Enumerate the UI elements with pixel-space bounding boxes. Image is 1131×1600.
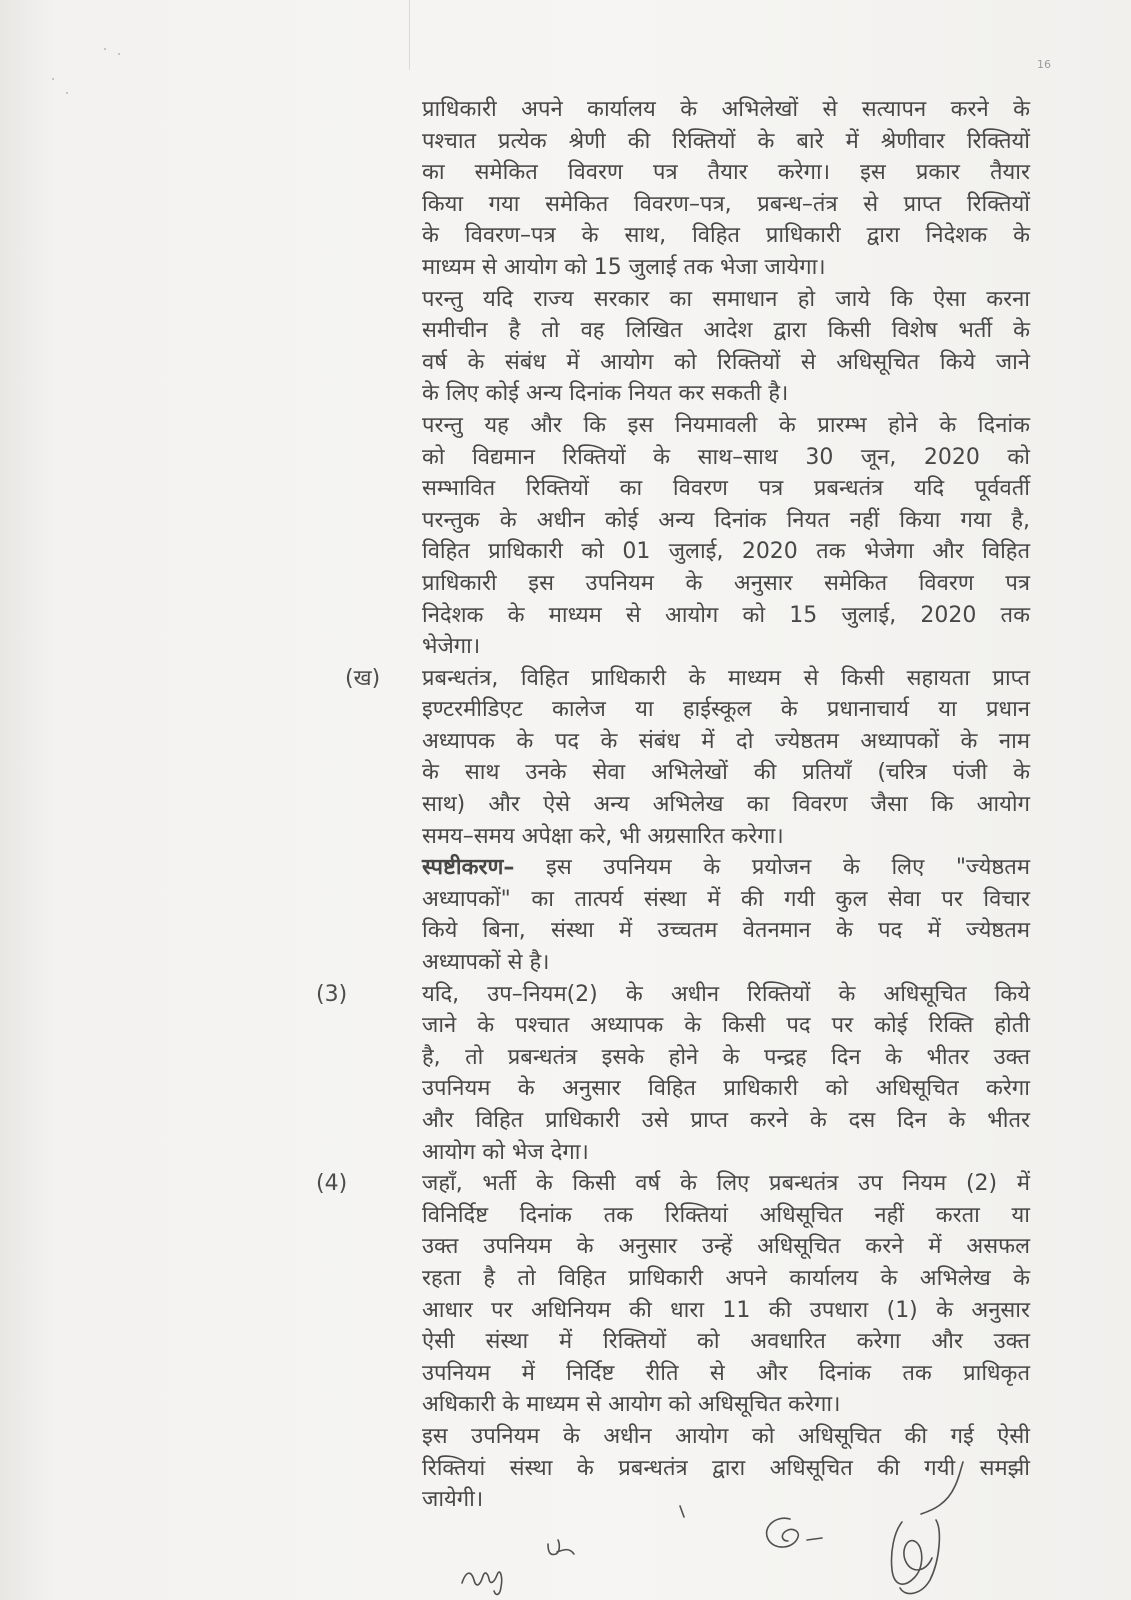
text-line: पश्चात प्रत्येक श्रेणी की रिक्तियों के बारे में श्रेणीवार रिक्तियों bbox=[422, 128, 1030, 154]
text-line: रहता है तो विहित प्राधिकारी अपने कार्यालय के अभिलेख के bbox=[422, 1265, 1030, 1291]
text-line: के साथ उनके सेवा अभिलेखों की प्रतियाँ (चरित्र पंजी के bbox=[422, 760, 1030, 786]
subrule-4-block bbox=[316, 1168, 1030, 1421]
clause-label: (ख) bbox=[345, 665, 381, 691]
text-line: ऐसी संस्था में रिक्तियों को अवधारित करेगा और उक्त bbox=[422, 1329, 1030, 1355]
scan-speck bbox=[104, 48, 106, 50]
text-line: आयोग को भेज देगा। bbox=[422, 1139, 589, 1165]
text-line: इण्टरमीडिएट कालेज या हाईस्कूल के प्रधानाचार्य या प्रधान bbox=[422, 697, 1030, 723]
text-line: है, तो प्रबन्धतंत्र इसके होने के पन्द्रह दिन के भीतर उक्त bbox=[422, 1044, 1030, 1070]
scan-fold-line bbox=[409, 0, 410, 70]
text-line: के लिए कोई अन्य दिनांक नियत कर सकती है। bbox=[422, 381, 789, 407]
text-line: अध्यापक के पद के संबंध में दो ज्येष्ठतम अध्यापकों के नाम bbox=[422, 728, 1030, 754]
text-line: प्रबन्धतंत्र, विहित प्राधिकारी के माध्यम से किसी सहायता प्राप्त bbox=[422, 665, 1030, 691]
text-line: समय–समय अपेक्षा करे, भी अग्रसारित करेगा। bbox=[422, 823, 784, 849]
text-line: आधार पर अधिनियम की धारा 11 की उपधारा (1) के अनुसार bbox=[422, 1297, 1030, 1323]
text-line: अधिकारी के माध्यम से आयोग को अधिसूचित करेगा। bbox=[422, 1392, 841, 1418]
text-line: परन्तु यह और कि इस नियमावली के प्रारम्भ होने के दिनांक bbox=[422, 412, 1030, 438]
text-line: जायेगी। bbox=[422, 1487, 484, 1513]
text-line: समीचीन है तो वह लिखित आदेश द्वारा किसी विशेष भर्ती के bbox=[422, 318, 1030, 344]
explanation-heading: स्पष्टीकरण– bbox=[422, 855, 515, 881]
text-line: उपनियम के अनुसार विहित प्राधिकारी को अधिसूचित करेगा bbox=[422, 1076, 1030, 1102]
signature-loop bbox=[767, 1518, 822, 1547]
scan-speck bbox=[118, 53, 120, 55]
subrule-3-block bbox=[316, 979, 1030, 1169]
explanation-block bbox=[422, 852, 1030, 978]
text-line: और विहित प्राधिकारी उसे प्राप्त करने के दस दिन के भीतर bbox=[422, 1108, 1030, 1133]
text-line: अध्यापकों" का तात्पर्य संस्था में की गयी कुल सेवा पर विचार bbox=[422, 886, 1030, 912]
clause-label: (4) bbox=[316, 1171, 348, 1197]
clause-kha-block bbox=[345, 663, 1030, 853]
text-line: इस उपनियम के अधीन आयोग को अधिसूचित की गई ऐसी bbox=[422, 1423, 1030, 1449]
text-line: जहाँ, भर्ती के किसी वर्ष के लिए प्रबन्धतंत्र उप नियम (2) में bbox=[422, 1171, 1030, 1197]
explanation-text: इस उपनियम के प्रयोजन के लिए "ज्येष्ठतम bbox=[546, 855, 1030, 881]
text-line: परन्तु यदि राज्य सरकार का समाधान हो जाये कि ऐसा करना bbox=[422, 286, 1030, 312]
proviso-second-block bbox=[422, 410, 1030, 663]
signature-initials-middle bbox=[548, 1540, 574, 1555]
text-line: सम्भावित रिक्तियों का विवरण पत्र प्रबन्धतंत्र यदि पूर्ववर्ती bbox=[422, 476, 1030, 502]
clause-label: (3) bbox=[316, 981, 348, 1007]
text-line: का समेकित विवरण पत्र तैयार करेगा। इस प्रकार तैयार bbox=[422, 160, 1030, 186]
text-line: विहित प्राधिकारी को 01 जुलाई, 2020 तक भेजेगा और विहित bbox=[422, 539, 1030, 565]
text-line: रिक्तियां संस्था के प्रबन्धतंत्र द्वारा अधिसूचित की गयी समझी bbox=[422, 1455, 1030, 1481]
text-line: जाने के पश्चात अध्यापक के किसी पद पर कोई रिक्ति होती bbox=[422, 1013, 1030, 1039]
text-line: विनिर्दिष्ट दिनांक तक रिक्तियां अधिसूचित नहीं करता या bbox=[422, 1202, 1030, 1228]
text-line: माध्यम से आयोग को 15 जुलाई तक भेजा जायेगा। bbox=[422, 254, 826, 280]
text-line: प्राधिकारी अपने कार्यालय के अभिलेखों से सत्यापन करने के bbox=[422, 97, 1030, 122]
page-number: 16 bbox=[1037, 58, 1051, 71]
paragraph-continued-block bbox=[422, 94, 1030, 284]
closing-paragraph-block bbox=[422, 1421, 1030, 1516]
text-line: उपनियम में निर्दिष्ट रीति से और दिनांक तक प्राधिकृत bbox=[422, 1360, 1030, 1386]
text-line: किया गया समेकित विवरण–पत्र, प्रबन्ध–तंत्र से प्राप्त रिक्तियों bbox=[422, 191, 1030, 217]
text-line: परन्तुक के अधीन कोई अन्य दिनांक नियत नहीं किया गया है, bbox=[422, 507, 1030, 533]
text-line: उक्त उपनियम के अनुसार उन्हें अधिसूचित करने में असफल bbox=[422, 1234, 1030, 1260]
text-line: को विद्यमान रिक्तियों के साथ–साथ 30 जून, 2020 को bbox=[422, 444, 1030, 470]
text-line: भेजेगा। bbox=[422, 634, 481, 660]
text-line: किये बिना, संस्था में उच्चतम वेतनमान के पद में ज्येष्ठतम bbox=[422, 918, 1030, 944]
text-line: साथ) और ऐसे अन्य अभिलेख का विवरण जैसा कि आयोग bbox=[422, 792, 1030, 818]
text-line: वर्ष के संबंध में आयोग को रिक्तियों से अधिसूचित किये जाने bbox=[422, 349, 1030, 375]
text-line: अध्यापकों से है। bbox=[422, 950, 550, 976]
text-line: निदेशक के माध्यम से आयोग को 15 जुलाई, 2020 तक bbox=[422, 602, 1030, 628]
text-line: प्राधिकारी इस उपनियम के अनुसार समेकित विवरण पत्र bbox=[422, 570, 1030, 596]
scan-speck bbox=[52, 78, 54, 80]
proviso-first-block bbox=[422, 284, 1030, 410]
text-line: यदि, उप–नियम(2) के अधीन रिक्तियों के अधिसूचित किये bbox=[422, 981, 1030, 1007]
text-line: के विवरण–पत्र के साथ, विहित प्राधिकारी द्वारा निदेशक के bbox=[422, 223, 1030, 249]
signature-initials-left bbox=[462, 1572, 502, 1594]
rule-text-column bbox=[316, 94, 1030, 1516]
scan-speck bbox=[66, 92, 68, 94]
text-line bbox=[422, 852, 1030, 884]
